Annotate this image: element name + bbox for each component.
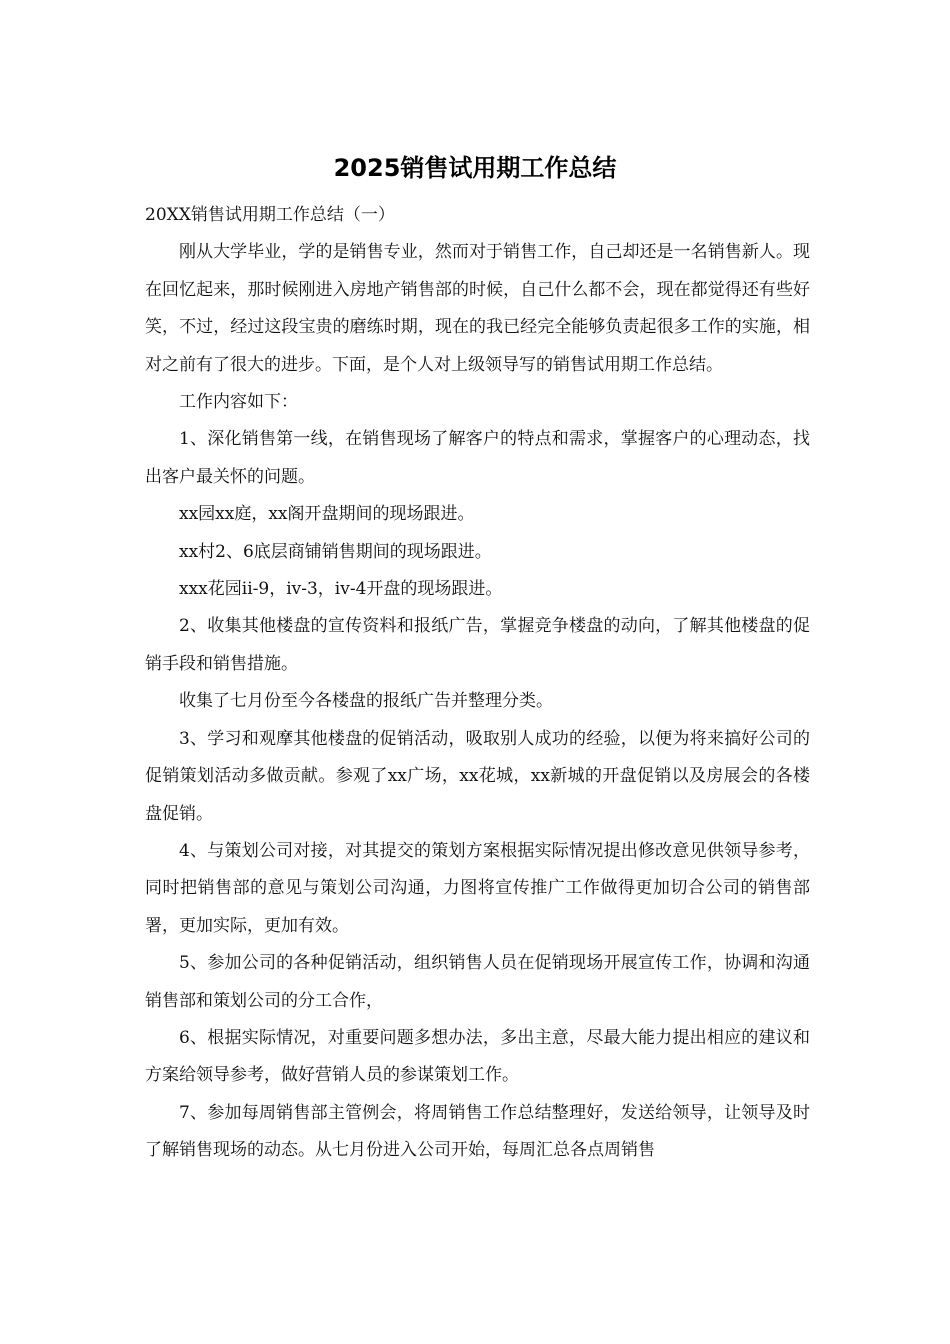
paragraph-item-1-detail-a: xx园xx庭，xx阁开盘期间的现场跟进。 [179, 504, 475, 525]
paragraph-item-4: 4、与策划公司对接，对其提交的策划方案根据实际情况提出修改意见供领导参考，同时把销售部的意见与策划公司沟通，力图将宣传推广工作做得更加切合公司的销售部署，更加实际，更加有效。 [145, 840, 810, 936]
paragraph-item-7: 7、参加每周销售部主管例会，将周销售工作总结整理好，发送给领导，让领导及时了解销售现场的动态。从七月份进入公司开始，每周汇总各点周销售 [145, 1102, 810, 1161]
paragraph-item-1-detail-b: xx村2、6底层商铺销售期间的现场跟进。 [179, 541, 492, 562]
document-title: 2025销售试用期工作总结 [333, 154, 617, 182]
paragraph-item-3: 3、学习和观摩其他楼盘的促销活动，吸取别人成功的经验，以便为将来搞好公司的促销策划活动多做贡献。参观了xx广场，xx花城，xx新城的开盘促销以及房展会的各楼盘促销。 [145, 728, 810, 824]
paragraph-item-1-detail-c: xxx花园ii-9，iv-3，iv-4开盘的现场跟进。 [179, 579, 503, 600]
paragraph-item-2: 2、收集其他楼盘的宣传资料和报纸广告，掌握竞争楼盘的动向，了解其他楼盘的促销手段和销售措施。 [145, 616, 810, 674]
paragraph-item-2-detail: 收集了七月份至今各楼盘的报纸广告并整理分类。 [179, 691, 553, 712]
paragraph-intro: 刚从大学毕业，学的是销售专业，然而对于销售工作，自己却还是一名销售新人。现在回忆起来，那时候刚进入房地产销售部的时候，自己什么都不会，现在都觉得还有些好笑，不过，经过这段宝贵的磨练时期，现在的我已经完全能够负责起很多工作的实施，相对之前有了很大的进步。下面，是个人对上级领导写的销售试用期工作总结。 [145, 242, 810, 375]
paragraph-work-content-heading: 工作内容如下： [179, 392, 298, 413]
paragraph-item-5: 5、参加公司的各种促销活动，组织销售人员在促销现场开展宣传工作，协调和沟通销售部和策划公司的分工合作， [145, 953, 810, 1011]
paragraph-item-6: 6、根据实际情况，对重要问题多想办法，多出主意，尽最大能力提出相应的建议和方案给领导参考，做好营销人员的参谋策划工作。 [145, 1027, 810, 1086]
section-subtitle: 20XX销售试用期工作总结（一） [145, 205, 395, 225]
document-body [145, 197, 810, 1170]
paragraph-item-1: 1、深化销售第一线，在销售现场了解客户的特点和需求，掌握客户的心理动态，找出客户最关怀的问题。 [145, 429, 810, 487]
